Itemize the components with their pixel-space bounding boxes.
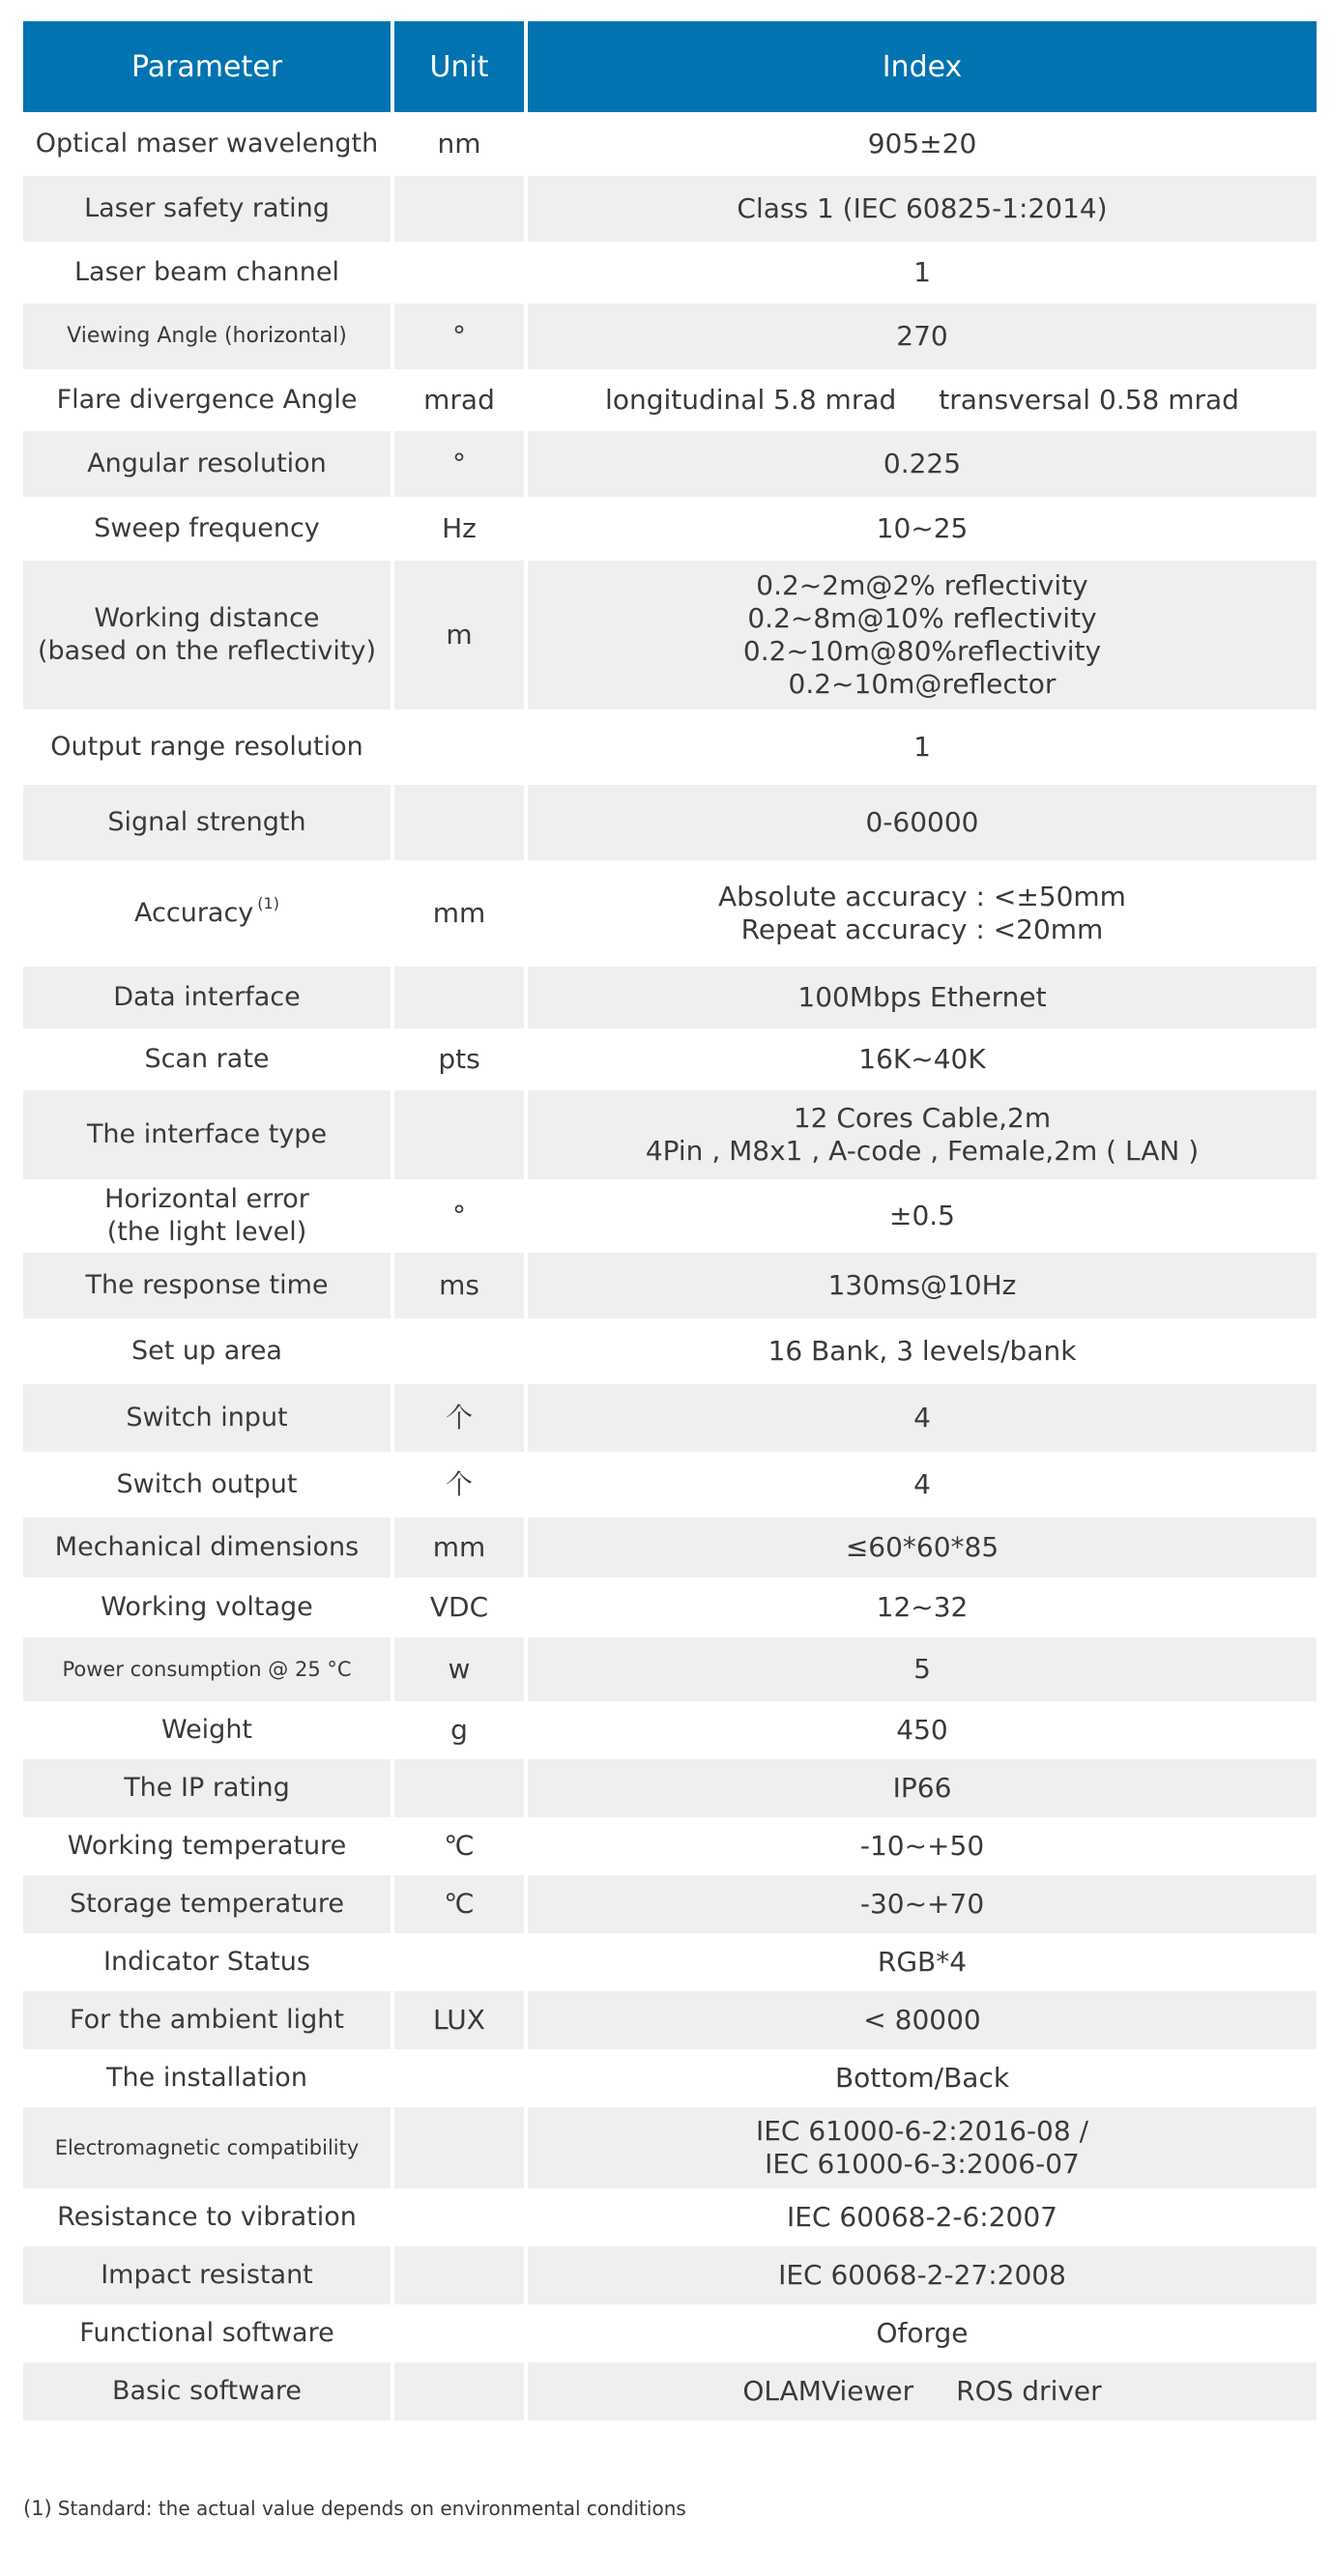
parameter-label: Viewing Angle (horizontal) [67, 324, 347, 348]
parameter-label: Laser safety rating [84, 193, 330, 223]
unit-cell: ℃ [394, 1875, 524, 1933]
parameter-label: Functional software [79, 2318, 334, 2348]
unit-cell [394, 2246, 524, 2304]
parameter-cell [23, 176, 391, 242]
parameter-cell [23, 1701, 391, 1759]
index-cell: Oforge [876, 2317, 969, 2349]
index-cell: Absolute accuracy : <±50mm Repeat accuracy : <20mm [718, 881, 1126, 945]
unit-cell: g [450, 1714, 468, 1746]
unit-cell: pts [438, 1043, 480, 1075]
footnote-mark: (1) [23, 2497, 52, 2520]
parameter-label: The response time [85, 1270, 329, 1300]
index-part: transversal 0.58 mrad [939, 384, 1239, 416]
index-cell: RGB*4 [877, 1946, 968, 1978]
unit-cell: Hz [442, 512, 477, 544]
parameter-cell [23, 1318, 391, 1384]
header-index: Index [528, 21, 1317, 112]
unit-cell [394, 1090, 524, 1179]
parameter-label: Horizontal error (the light level) [104, 1184, 309, 1247]
parameter-cell [23, 431, 391, 497]
parameter-label: Scan rate [144, 1044, 270, 1074]
parameter-cell [23, 242, 391, 304]
unit-cell: mrad [423, 384, 495, 416]
parameter-cell [23, 1759, 391, 1817]
index-part: ROS driver [956, 2375, 1102, 2407]
parameter-cell [23, 2362, 391, 2420]
unit-cell [394, 2304, 524, 2362]
index-cell: 1 [913, 731, 931, 763]
parameter-label: Angular resolution [87, 449, 327, 478]
index-cell: ±0.5 [889, 1200, 955, 1231]
unit-cell [394, 176, 524, 242]
parameter-label: Storage temperature [70, 1889, 344, 1919]
unit-cell [394, 709, 524, 785]
parameter-cell [23, 2188, 391, 2246]
unit-cell [394, 242, 524, 304]
parameter-label: Output range resolution [50, 732, 363, 762]
index-cell: Class 1 (IEC 60825-1:2014) [528, 176, 1317, 242]
parameter-cell [23, 1028, 391, 1090]
parameter-label: Signal strength [107, 807, 306, 837]
parameter-label: Power consumption @ 25 °C [62, 1658, 352, 1681]
parameter-label: Working voltage [101, 1592, 313, 1622]
parameter-cell [23, 2246, 391, 2304]
parameter-cell [23, 1637, 391, 1701]
index-cell: 5 [528, 1637, 1317, 1701]
index-part: OLAMViewer [742, 2375, 914, 2407]
parameter-label: Sweep frequency [94, 513, 320, 543]
unit-cell [394, 2107, 524, 2188]
index-cell: IEC 60068-2-27:2008 [528, 2246, 1317, 2304]
index-cell: 905±20 [867, 128, 977, 159]
index-cell [528, 2362, 1317, 2420]
footnote-text: Standard: the actual value depends on environmental conditions [57, 2497, 686, 2520]
index-cell: 16K~40K [858, 1043, 986, 1075]
parameter-label: Working distance (based on the reflectivity) [38, 603, 376, 666]
unit-cell: m [394, 561, 524, 709]
index-cell: -10~+50 [859, 1830, 985, 1862]
header-unit: Unit [394, 21, 524, 112]
unit-cell: ° [394, 431, 524, 497]
footnote-ref: (1) [257, 894, 279, 912]
parameter-label: Electromagnetic compatibility [54, 2136, 360, 2159]
parameter-cell [23, 369, 391, 431]
index-cell: 12 Cores Cable,2m 4Pin , M8x1 , A-code , Female,2m ( LAN ) [528, 1090, 1317, 1179]
index-cell: 0.2~2m@2% reflectivity 0.2~8m@10% reflectivity 0.2~10m@80%reflectivity 0.2~10m@reflector [528, 561, 1317, 709]
parameter-cell [23, 1875, 391, 1933]
parameter-cell [23, 2304, 391, 2362]
index-cell: IEC 61000-6-2:2016-08 / IEC 61000-6-3:2006-07 [528, 2107, 1317, 2188]
unit-cell: ms [394, 1253, 524, 1318]
unit-cell [394, 2049, 524, 2107]
parameter-cell [23, 1384, 391, 1452]
parameter-label: Basic software [111, 2376, 302, 2406]
parameter-cell [23, 1452, 391, 1518]
parameter-cell [23, 1577, 391, 1637]
parameter-label: Data interface [113, 982, 301, 1012]
parameter-cell [23, 967, 391, 1028]
unit-cell: LUX [394, 1991, 524, 2049]
parameter-cell [23, 1090, 391, 1179]
parameter-cell [23, 1991, 391, 2049]
unit-cell: 个 [445, 1468, 473, 1500]
parameter-cell [23, 2049, 391, 2107]
index-cell: ≤60*60*85 [528, 1518, 1317, 1577]
index-cell: IP66 [528, 1759, 1317, 1817]
parameter-label: Optical maser wavelength [35, 129, 379, 159]
unit-cell [394, 1759, 524, 1817]
index-cell: 12~32 [876, 1591, 969, 1623]
unit-cell: mm [394, 1518, 524, 1577]
unit-cell: w [394, 1637, 524, 1701]
unit-cell: mm [432, 897, 486, 929]
unit-cell [394, 2362, 524, 2420]
parameter-cell [23, 497, 391, 561]
parameter-cell [23, 1518, 391, 1577]
parameter-cell [23, 2107, 391, 2188]
unit-cell: 个 [394, 1384, 524, 1452]
index-cell: 1 [913, 256, 931, 288]
unit-cell [394, 1318, 524, 1384]
parameter-cell [23, 1817, 391, 1875]
index-cell: < 80000 [528, 1991, 1317, 2049]
parameter-label: Impact resistant [101, 2260, 313, 2290]
parameter-cell [23, 1179, 391, 1253]
parameter-label: Resistance to vibration [57, 2202, 357, 2232]
parameter-cell [23, 1253, 391, 1318]
parameter-label: For the ambient light [70, 2005, 344, 2035]
unit-cell: ℃ [444, 1830, 475, 1862]
parameter-cell [23, 561, 391, 709]
parameter-label: Accuracy [134, 898, 254, 928]
unit-cell: VDC [429, 1591, 489, 1623]
index-cell: Bottom/Back [834, 2062, 1010, 2094]
parameter-label: Switch input [126, 1403, 288, 1433]
index-part: longitudinal 5.8 mrad [605, 384, 897, 416]
header-parameter: Parameter [23, 21, 391, 112]
index-cell: 450 [896, 1714, 948, 1746]
index-cell: 0-60000 [528, 785, 1317, 860]
unit-cell: ° [394, 304, 524, 369]
parameter-cell [23, 709, 391, 785]
index-cell [528, 369, 1317, 431]
unit-cell [394, 785, 524, 860]
index-cell: 10~25 [876, 512, 969, 544]
footnote [23, 2497, 686, 2520]
index-cell: 100Mbps Ethernet [528, 967, 1317, 1028]
index-cell: -30~+70 [528, 1875, 1317, 1933]
parameter-cell [23, 112, 391, 176]
index-cell: 0.225 [528, 431, 1317, 497]
parameter-label: Weight [160, 1715, 253, 1745]
index-cell: IEC 60068-2-6:2007 [787, 2201, 1057, 2233]
unit-cell: ° [452, 1200, 466, 1231]
unit-cell [394, 967, 524, 1028]
parameter-label: The IP rating [124, 1773, 290, 1803]
parameter-label: Set up area [131, 1336, 282, 1366]
unit-cell: nm [437, 128, 481, 159]
index-cell: 4 [913, 1468, 931, 1500]
parameter-label: Working temperature [67, 1831, 347, 1861]
index-cell: 130ms@10Hz [528, 1253, 1317, 1318]
parameter-cell [23, 1933, 391, 1991]
parameter-cell [23, 785, 391, 860]
parameter-label: Switch output [116, 1469, 298, 1499]
parameter-cell [23, 304, 391, 369]
index-cell: 16 Bank, 3 levels/bank [767, 1335, 1077, 1367]
parameter-label: Mechanical dimensions [54, 1532, 360, 1562]
unit-cell [394, 1933, 524, 1991]
unit-cell [394, 2188, 524, 2246]
parameter-label: Flare divergence Angle [56, 385, 358, 415]
index-cell: 4 [528, 1384, 1317, 1452]
index-cell: 270 [528, 304, 1317, 369]
parameter-cell [23, 860, 391, 967]
parameter-label: Laser beam channel [74, 257, 339, 287]
parameter-label: The installation [106, 2063, 307, 2093]
spec-table [23, 21, 1311, 2420]
parameter-label: The interface type [86, 1119, 328, 1149]
parameter-label: Indicator Status [103, 1947, 310, 1977]
